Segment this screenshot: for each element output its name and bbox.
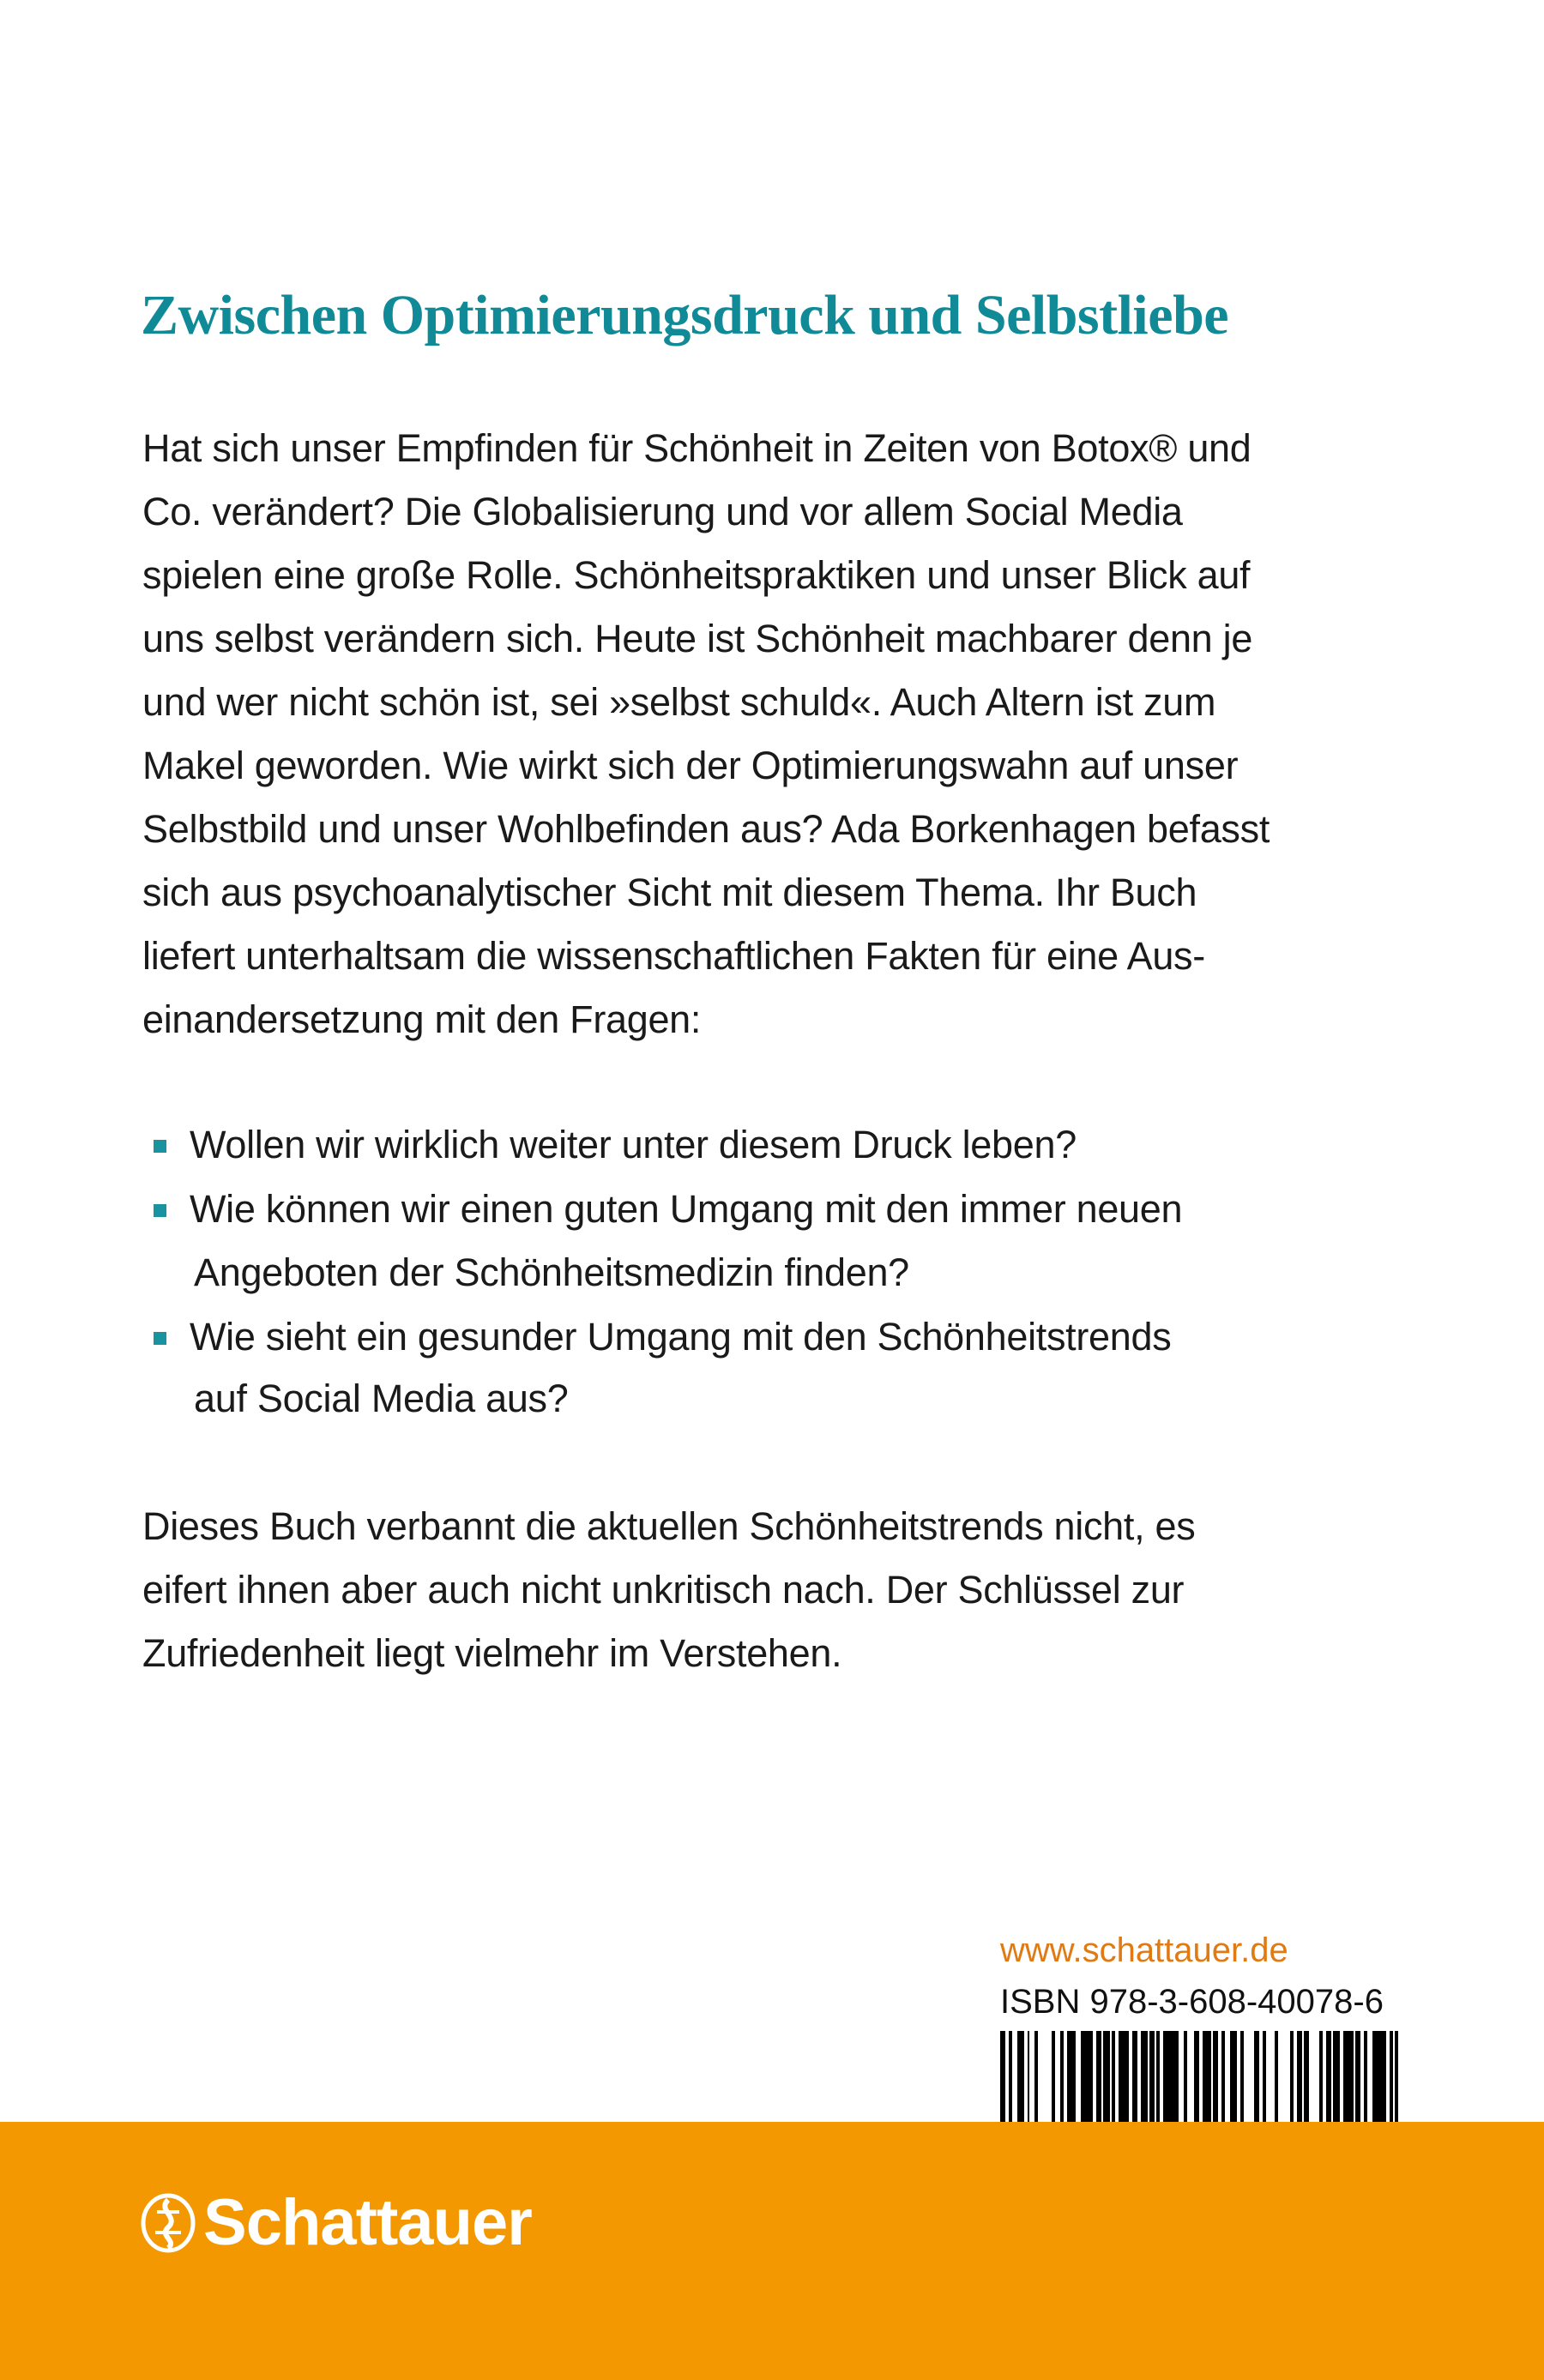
barcode-bar [1390, 2031, 1393, 2122]
schattauer-emblem-icon [140, 2193, 196, 2253]
list-item-continued: auf Social Media aus? [194, 1377, 569, 1420]
barcode-bar [1184, 2031, 1187, 2122]
page-title: Zwischen Optimierungsdruck und Selbstliebe [141, 284, 1229, 346]
list-item: Wollen wir wirklich weiter unter diesem Druck leben? [190, 1123, 1077, 1166]
bullet-icon [154, 1140, 166, 1153]
barcode-bar [1096, 2031, 1101, 2122]
barcode-bar [1221, 2031, 1225, 2122]
barcode-bar [1119, 2031, 1129, 2122]
publisher-url[interactable]: www.schattauer.de [1000, 1931, 1288, 1969]
text-line: Makel geworden. Wie wirkt sich der Optimierungswahn auf unser [142, 744, 1239, 787]
text-line: liefert unterhaltsam die wissenschaftlichen Fakten für eine Aus- [142, 934, 1205, 978]
barcode-bar [1141, 2031, 1148, 2122]
barcode-bar [1304, 2031, 1309, 2122]
barcode-bar [1319, 2031, 1323, 2122]
text-line: einandersetzung mit den Fragen: [142, 997, 702, 1041]
list-item-continued: Angeboten der Schönheitsmedizin finden? [194, 1250, 909, 1294]
barcode-bar [1372, 2031, 1386, 2122]
barcode-bar [1194, 2031, 1199, 2122]
barcode-bar [1290, 2031, 1294, 2122]
barcode-bar [1297, 2031, 1302, 2122]
barcode-bar [1203, 2031, 1211, 2122]
barcode-bar [1163, 2031, 1179, 2122]
barcode-bar [1240, 2031, 1244, 2122]
barcode-bar [1254, 2031, 1259, 2122]
text-line: uns selbst verändern sich. Heute ist Schönheit machbarer denn je [142, 617, 1253, 660]
barcode-bar [1213, 2031, 1218, 2122]
barcode-bar [1326, 2031, 1331, 2122]
barcode-bar [1000, 2031, 1005, 2122]
bullet-icon [154, 1204, 166, 1217]
publisher-logo [140, 2185, 532, 2260]
bullet-icon [154, 1332, 166, 1345]
text-line: Co. verändert? Die Globalisierung und vor allem Social Media [142, 490, 1183, 533]
barcode-bar [1263, 2031, 1266, 2122]
barcode-bar [1009, 2031, 1012, 2122]
barcode-bar [1103, 2031, 1110, 2122]
barcode-bar [1343, 2031, 1354, 2122]
list-item: Wie sieht ein gesunder Umgang mit den Schönheitstrends [190, 1315, 1172, 1359]
text-line: Dieses Buch verbannt die aktuellen Schönheitstrends nicht, es [142, 1504, 1196, 1548]
text-line: und wer nicht schön ist, sei »selbst schuld«. Auch Altern ist zum [142, 680, 1216, 724]
publisher-name: Schattauer [203, 2186, 532, 2259]
text-line: sich aus psychoanalytischer Sicht mit diesem Thema. Ihr Buch [142, 871, 1197, 914]
barcode-bar [1028, 2031, 1029, 2122]
text-line: eifert ihnen aber auch nicht unkritisch nach. Der Schlüssel zur [142, 1568, 1185, 1612]
barcode-bar [1333, 2031, 1340, 2122]
barcode-bar [1017, 2031, 1024, 2122]
barcode [1000, 2031, 1405, 2122]
barcode-bar [1230, 2031, 1237, 2122]
barcode-bar [1364, 2031, 1367, 2122]
text-line: spielen eine große Rolle. Schönheitspraktiken und unser Blick auf [142, 553, 1251, 597]
text-line: Selbstbild und unser Wohlbefinden aus? Ada Borkenhagen befasst [142, 807, 1270, 851]
barcode-bar [1034, 2031, 1038, 2122]
barcode-bar [1395, 2031, 1398, 2122]
barcode-bar [1149, 2031, 1155, 2122]
text-line: Hat sich unser Empfinden für Schönheit in Zeiten von Botox® und [142, 426, 1251, 470]
barcode-bar [1081, 2031, 1093, 2122]
barcode-bar [1275, 2031, 1278, 2122]
list-item: Wie können wir einen guten Umgang mit den immer neuen [190, 1187, 1183, 1231]
barcode-bar [1067, 2031, 1076, 2122]
barcode-bar [1052, 2031, 1055, 2122]
barcode-bar [1112, 2031, 1115, 2122]
isbn: ISBN 978-3-608-40078-6 [1000, 1983, 1384, 2021]
barcode-bar [1355, 2031, 1360, 2122]
barcode-bar [1060, 2031, 1064, 2122]
barcode-bar [1156, 2031, 1160, 2122]
text-line: Zufriedenheit liegt vielmehr im Verstehen. [142, 1631, 842, 1675]
barcode-bar [1132, 2031, 1137, 2122]
